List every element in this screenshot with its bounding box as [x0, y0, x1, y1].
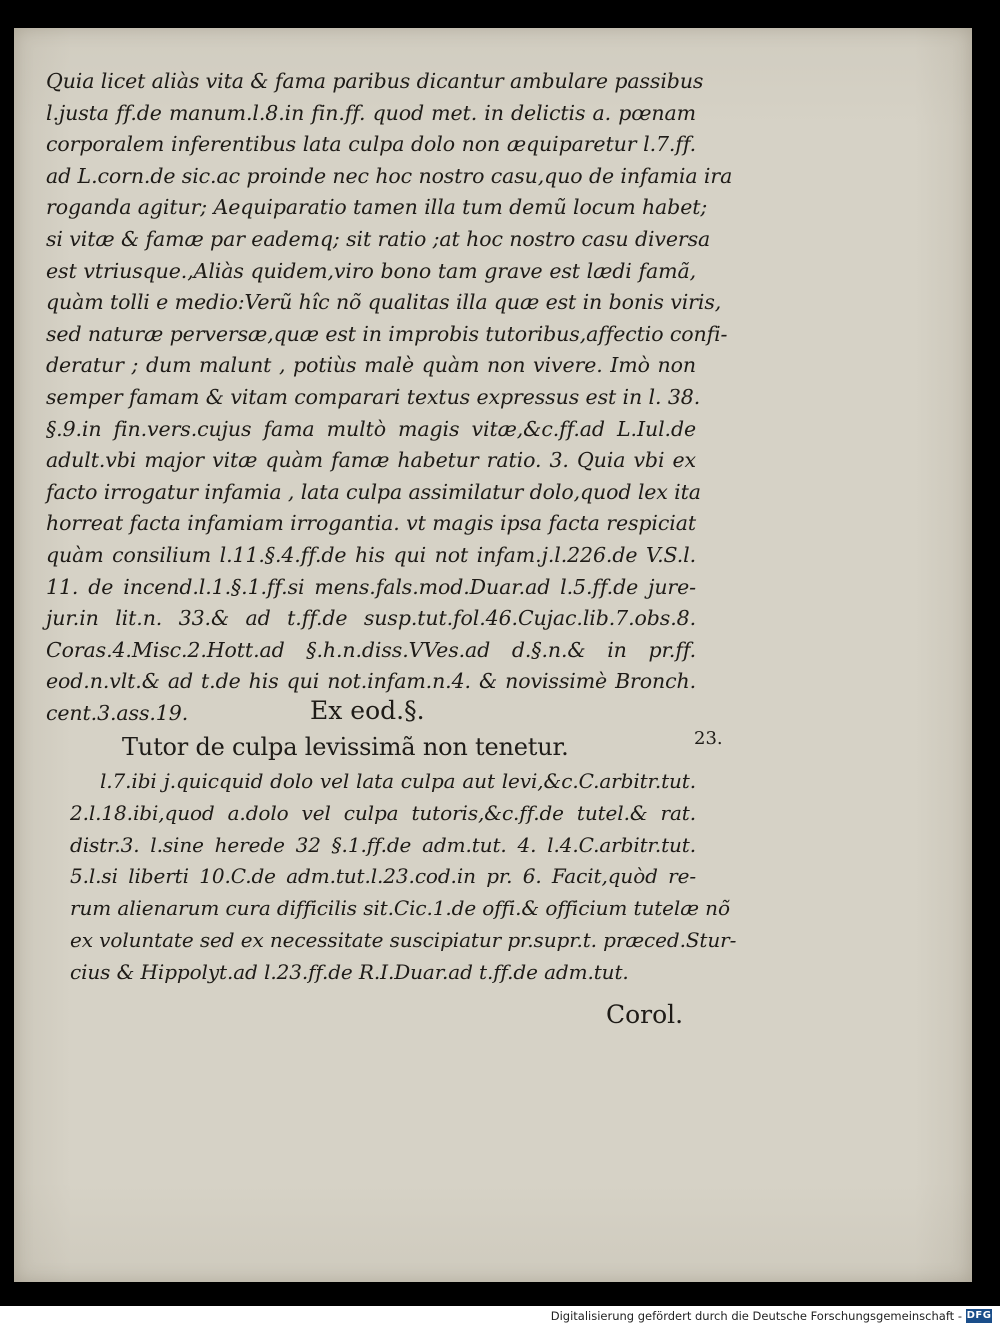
text-line: semper famam & vitam comparari textus expressus est in l. 38. [46, 384, 701, 409]
text-line: facto irrogatur infamia , lata culpa assimilatur dolo,quod lex ita [46, 479, 701, 504]
text-line: cent.3.ass.19. [46, 700, 189, 725]
text-line: deratur ; dum malunt , potiùs malè quàm non vivere. Imò non [46, 353, 696, 378]
text-line: adult.vbi major vitæ quàm famæ habetur ratio. 3. Quia vbi ex [46, 448, 696, 473]
text-line: horreat facta infamiam irrogantia. vt magis ipsa facta respiciat [46, 511, 696, 536]
main-paragraph [46, 66, 733, 729]
text-line: ex voluntate sed ex necessitate suscipiatur pr.supr.t. præced.Stur- [70, 927, 737, 952]
text-line: roganda agitur; Aequiparatio tamen illa tum demũ locum habet; [46, 195, 708, 220]
text-line: corporalem inferentibus lata culpa dolo non æquiparetur l.7.ff. [46, 132, 696, 157]
text-line: l.justa ff.de manum.l.8.in fin.ff. quod met. in delictis a. pœnam [46, 100, 696, 125]
text-line: quàm consilium l.11.§.4.ff.de his qui not infam.j.l.226.de V.S.l. [46, 542, 696, 567]
text-line: 5.l.si liberti 10.C.de adm.tut.l.23.cod.in pr. 6. Facit,quòd re- [70, 864, 696, 889]
dfg-logo: DFG [966, 1310, 992, 1321]
citations-paragraph [70, 766, 737, 989]
text-line: §.9.in fin.vers.cujus fama multò magis vitæ,&c.ff.ad L.Iul.de [46, 416, 696, 441]
catchword: Corol. [606, 1000, 684, 1029]
page-number: 23. [694, 728, 723, 749]
text-line: rum alienarum cura difficilis sit.Cic.1.de offi.& officium tutelæ nõ [70, 896, 730, 921]
text-line: est vtriusque.,Aliàs quidem,viro bono tam grave est lædi famã, [46, 258, 696, 283]
text-line: distr.3. l.sine herede 32 §.1.ff.de adm.tut. 4. l.4.C.arbitr.tut. [70, 832, 696, 857]
text-line: jur.in lit.n. 33.& ad t.ff.de susp.tut.fol.46.Cujac.lib.7.obs.8. [46, 606, 696, 631]
text-line: sed naturæ perversæ,quæ est in improbis tutoribus,affectio confi- [46, 321, 728, 346]
text-line: quàm tolli e medio:Verũ hîc nõ qualitas illa quæ est in bonis viris, [46, 290, 722, 315]
text-line: Quia licet aliàs vita & fama paribus dicantur ambulare passibus [46, 69, 704, 93]
text-line: si vitæ & famæ par eademq; sit ratio ;at hoc nostro casu diversa [46, 226, 711, 251]
funding-credit: Digitalisierung gefördert durch die Deutsche Forschungsgemeinschaft - [550, 1309, 962, 1323]
text-line: l.7.ibi j.quicquid dolo vel lata culpa aut levi,&c.C.arbitr.tut. [100, 769, 696, 793]
text-line: cius & Hippolyt.ad l.23.ff.de R.I.Duar.ad t.ff.de adm.tut. [70, 959, 629, 984]
text-line: 11. de incend.l.1.§.1.ff.si mens.fals.mod.Duar.ad l.5.ff.de jure- [46, 574, 696, 599]
section-heading: Ex eod.§. [310, 696, 425, 725]
text-line: Coras.4.Misc.2.Hott.ad §.h.n.diss.VVes.ad d.§.n.& in pr.ff. [46, 637, 696, 662]
text-line: 2.l.18.ibi,quod a.dolo vel culpa tutoris,&c.ff.de tutel.& rat. [70, 800, 696, 825]
text-line: ad L.corn.de sic.ac proinde nec hoc nostro casu,quo de infamia ira [46, 163, 733, 188]
text-line: eod.n.vlt.& ad t.de his qui not.infam.n.4. & novissimè Bronch. [46, 669, 696, 694]
thesis-heading: Tutor de culpa levissimã non tenetur. [122, 733, 569, 761]
